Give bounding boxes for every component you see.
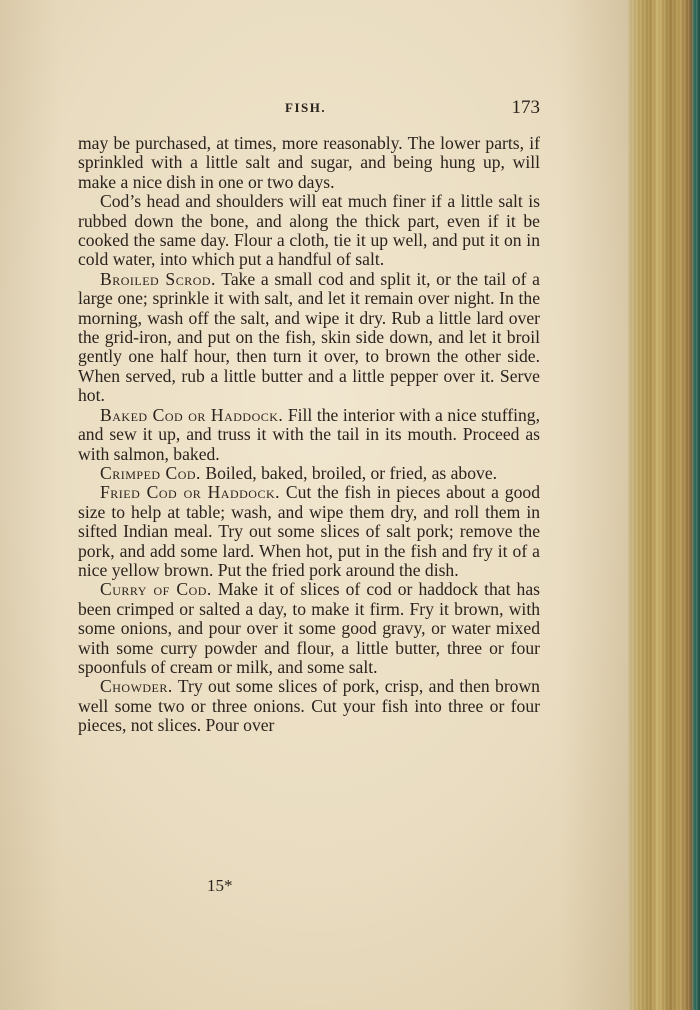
paragraph — [78, 192, 540, 270]
recipe-text: Cut the fish in pieces about a good size to help at table; wash, and wipe them dry, and roll them in sifted Indian meal. Try out some slices of salt pork; remove the pork, and add some lard. When hot, put in the fish and fry it of a nice yellow brown. Put the fried pork around the dish. — [78, 482, 540, 580]
paragraph-text: may be purchased, at times, more reasonably. The lower parts, if sprinkled with a little salt and sugar, and being hung up, will make a nice dish in one or two days. — [78, 133, 540, 192]
paragraph — [78, 134, 540, 192]
recipe-paragraph — [78, 483, 540, 580]
recipe-heading: Broiled Scrod. — [100, 268, 216, 289]
recipe-heading: Crimped Cod. — [100, 462, 201, 483]
recipe-heading: Fried Cod or Haddock. — [100, 482, 281, 503]
paragraph-text: Cod’s head and shoulders will eat much finer if a little salt is rubbed down the bone, and along the thick part, even if it be cooked the same day. Flour a cloth, tie it up well, and put it on in cold water, into which put a handful of salt. — [78, 191, 540, 270]
page-number: 173 — [511, 97, 540, 118]
recipe-heading: Curry of Cod. — [100, 579, 212, 600]
recipe-text: Boiled, baked, broiled, or fried, as above. — [205, 462, 498, 483]
signature-mark: 15* — [207, 876, 233, 895]
body-text — [78, 134, 540, 736]
recipe-paragraph — [78, 406, 540, 464]
running-head: FISH. — [285, 100, 327, 115]
page-header — [78, 97, 540, 124]
recipe-text: Take a small cod and split it, or the tail of a large one; sprinkle it with salt, and let it remain over night. In the morning, wash off the salt, and wipe it dry. Rub a little lard over the grid-iron, and put on the fish, skin side down, and let it broil gently one half hour, then turn it over, to brown the other side. When served, rub a little butter and a little pepper over it. Serve hot. — [78, 268, 540, 406]
recipe-heading: Baked Cod or Haddock. — [100, 404, 284, 425]
recipe-heading: Chowder. — [100, 676, 173, 697]
recipe-paragraph — [78, 580, 540, 677]
recipe-paragraph — [78, 464, 540, 483]
recipe-text: Try out some slices of pork, crisp, and then brown well some two or three onions. Cut your fish into three or four pieces, not slices. Pour over — [78, 676, 540, 736]
recipe-paragraph — [78, 677, 540, 735]
recipe-text: Fill the interior with a nice stuffing, and sew it up, and truss it with the tail in its mouth. Proceed as with salmon, baked. — [78, 404, 540, 464]
recipe-text: Make it of slices of cod or haddock that has been crimped or salted a day, to make it firm. Fry it brown, with some onions, and pour over it some good gravy, or water mixed with some curry powder and flour, a little butter, three or four spoonfuls of cream or milk, and some salt. — [78, 579, 540, 677]
recipe-paragraph — [78, 270, 540, 406]
page-edge-binding — [628, 0, 700, 1010]
